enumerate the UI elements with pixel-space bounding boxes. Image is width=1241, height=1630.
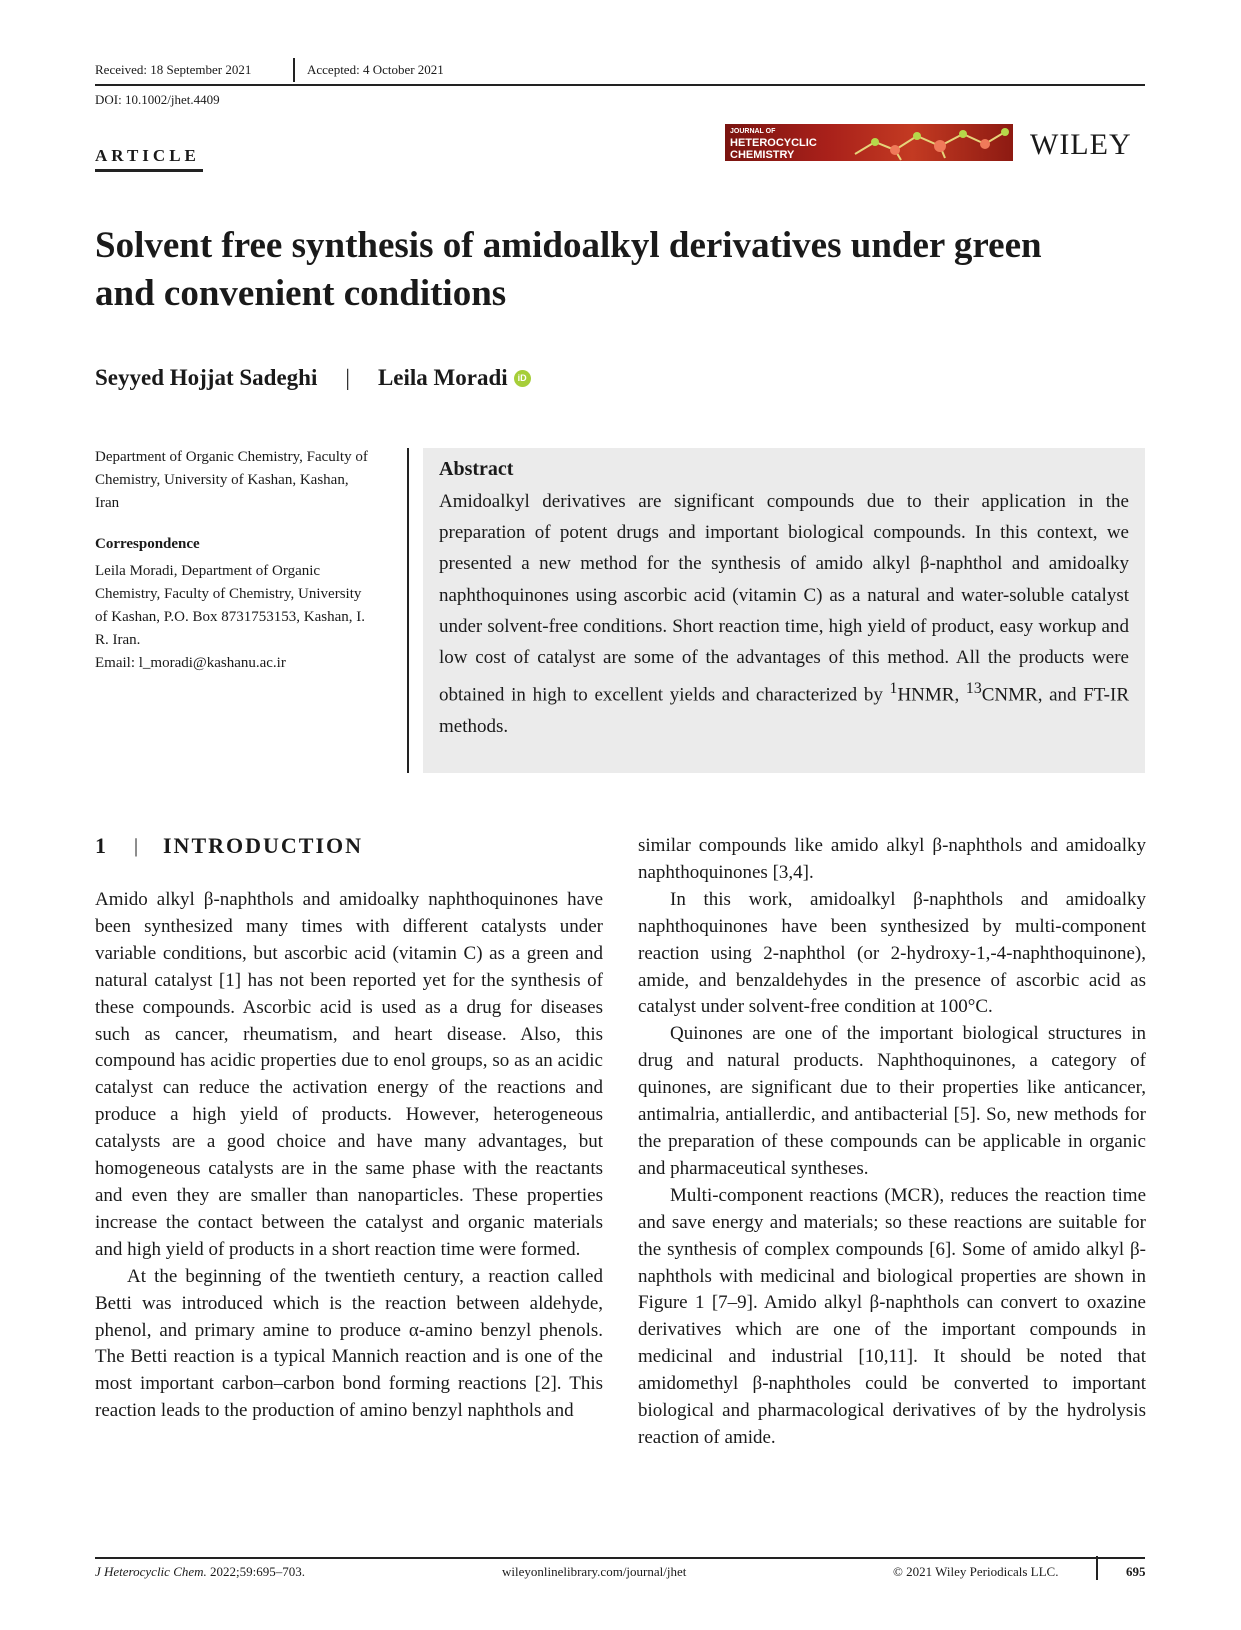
article-label-underline [95,169,203,172]
doi[interactable]: DOI: 10.1002/jhet.4409 [95,92,220,107]
body-paragraph: In this work, amidoalkyl β-naphthols and amidoalky naphthoquinones have been synthesized by multi-component reaction using 2-naphthol (or 2-hydroxy-1,-4-naphthoquinone), amide, and benzaldehydes in the presence of ascorbic acid as catalyst under solvent-free condition at 100°C. [638,888,1146,1018]
journal-logo-banner[interactable] [725,124,1013,161]
page-number: 695 [1126,1564,1146,1579]
correspondence-email[interactable]: Email: l_moradi@kashanu.ac.ir [95,655,286,671]
abstract-left-rule [407,448,409,773]
author-list [95,365,531,391]
body-paragraph: Multi-component reactions (MCR), reduces the reaction time and save energy and materials; so these reactions are suitable for the synthesis of complex compounds [6]. Some of amido alkyl β-naphthols with medicinal and biological properties are shown in Figure 1 [7–9]. Amido alkyl β-naphthols can convert to oxazine derivatives which are one of the important compounds in medicinal and industrial [10,11]. It should be noted that amidomethyl β-naphtholes could be converted to important biological and pharmacological derivatives of by the hydrolysis reaction of amide. [638,1184,1146,1448]
body-column-right [638,833,1146,1452]
accepted-date: Accepted: 4 October 2021 [307,62,444,77]
body-paragraph: Quinones are one of the important biological structures in drug and natural products. Naphthoquinones, a category of quinones, are significant due to their properties like anticancer, antimalria, antiallerdic, and antibacterial [5]. So, new methods for the preparation of these compounds can be applicable in organic and pharmaceutical syntheses. [638,1023,1146,1179]
correspondence-text: Leila Moradi, Department of Organic Chemistry, Faculty of Chemistry, University of Kashan, P.O. Box 8731753153, Kashan, I. R. Iran. [95,563,365,648]
footer-rule [95,1557,1145,1559]
footer-copyright: © 2021 Wiley Periodicals LLC. [893,1564,1059,1579]
correspondence-heading: Correspondence [95,536,200,552]
orcid-icon[interactable]: iD [514,370,531,387]
footer-citation: J Heterocyclic Chem. 2022;59:695–703. [95,1564,306,1579]
body-paragraph: At the beginning of the twentieth century, a reaction called Betti was introduced which is the reaction between aldehyde, phenol, and primary amine to produce α-amino benzyl phenols. The Betti reaction is a typical Mannich reaction and is one of the most important carbon–carbon bond forming reactions [2]. This reaction leads to the production of amino benzyl naphthols and [95,1265,603,1422]
article-type-label: ARTICLE [95,146,200,165]
header-separator [293,58,295,82]
footer-separator [1096,1556,1098,1580]
body-column-left [95,887,603,1425]
article-title: Solvent free synthesis of amidoalkyl derivatives under green and convenient conditions [95,225,1042,314]
abstract-heading: Abstract [439,458,514,480]
section-number: 1 [95,833,106,858]
header-rule [95,84,1145,86]
section-title: INTRODUCTION [163,833,364,858]
author-separator: | [345,365,350,390]
body-paragraph: Amido alkyl β-naphthols and amidoalky naphthoquinones have been synthesized many times with different catalysts under variable conditions, but ascorbic acid (vitamin C) as a green and natural catalyst [1] has not been reported yet for the synthesis of these compounds. Ascorbic acid is used as a drug for diseases such as cancer, rheumatism, and heart disease. Also, this compound has acidic properties due to enol groups, so as an acidic catalyst can reduce the activation energy of the reactions and produce a high yield of products. However, heterogeneous catalysts are a good choice and have many advantages, but homogeneous catalysts are in the same phase with the reactants and even they are smaller than nanoparticles. These properties increase the contact between the catalyst and organic materials and high yield of products in a short reaction time were formed. [95,889,603,1260]
correspondence-block [95,560,375,675]
received-date: Received: 18 September 2021 [95,62,252,77]
section-separator: | [134,835,139,857]
author-name[interactable]: Seyyed Hojjat Sadeghi [95,365,318,390]
wiley-logo[interactable]: WILEY [1030,128,1132,161]
molecule-graphic-icon [845,124,1013,161]
journal-banner-text: JOURNAL OF HETEROCYCLIC CHEMISTRY [730,128,817,161]
abstract-text: Amidoalkyl derivatives are significant compounds due to their application in the preparation of potent drugs and important biological compounds. In this context, we presented a new method for the synthesis of amido alkyl β-naphthol and amidoalky naphthoquinones using ascorbic acid (vitamin C) as a natural and water-soluble catalyst under solvent-free conditions. Short reaction time, high yield of product, easy workup and low cost of catalyst are some of the advantages of this method. All the products were obtained in high to excellent yields and characterized by $^1$HNMR, $^{13}$CNMR, and FT-IR methods. [439,491,1129,737]
footer-url[interactable]: wileyonlinelibrary.com/journal/jhet [502,1564,687,1579]
author-name[interactable]: Leila Moradi [377,365,508,390]
body-paragraph: similar compounds like amido alkyl β-naphthols and amidoalky naphthoquinones [3,4]. [638,835,1146,883]
affiliation: Department of Organic Chemistry, Faculty of Chemistry, University of Kashan, Kashan, Iran [95,449,368,511]
